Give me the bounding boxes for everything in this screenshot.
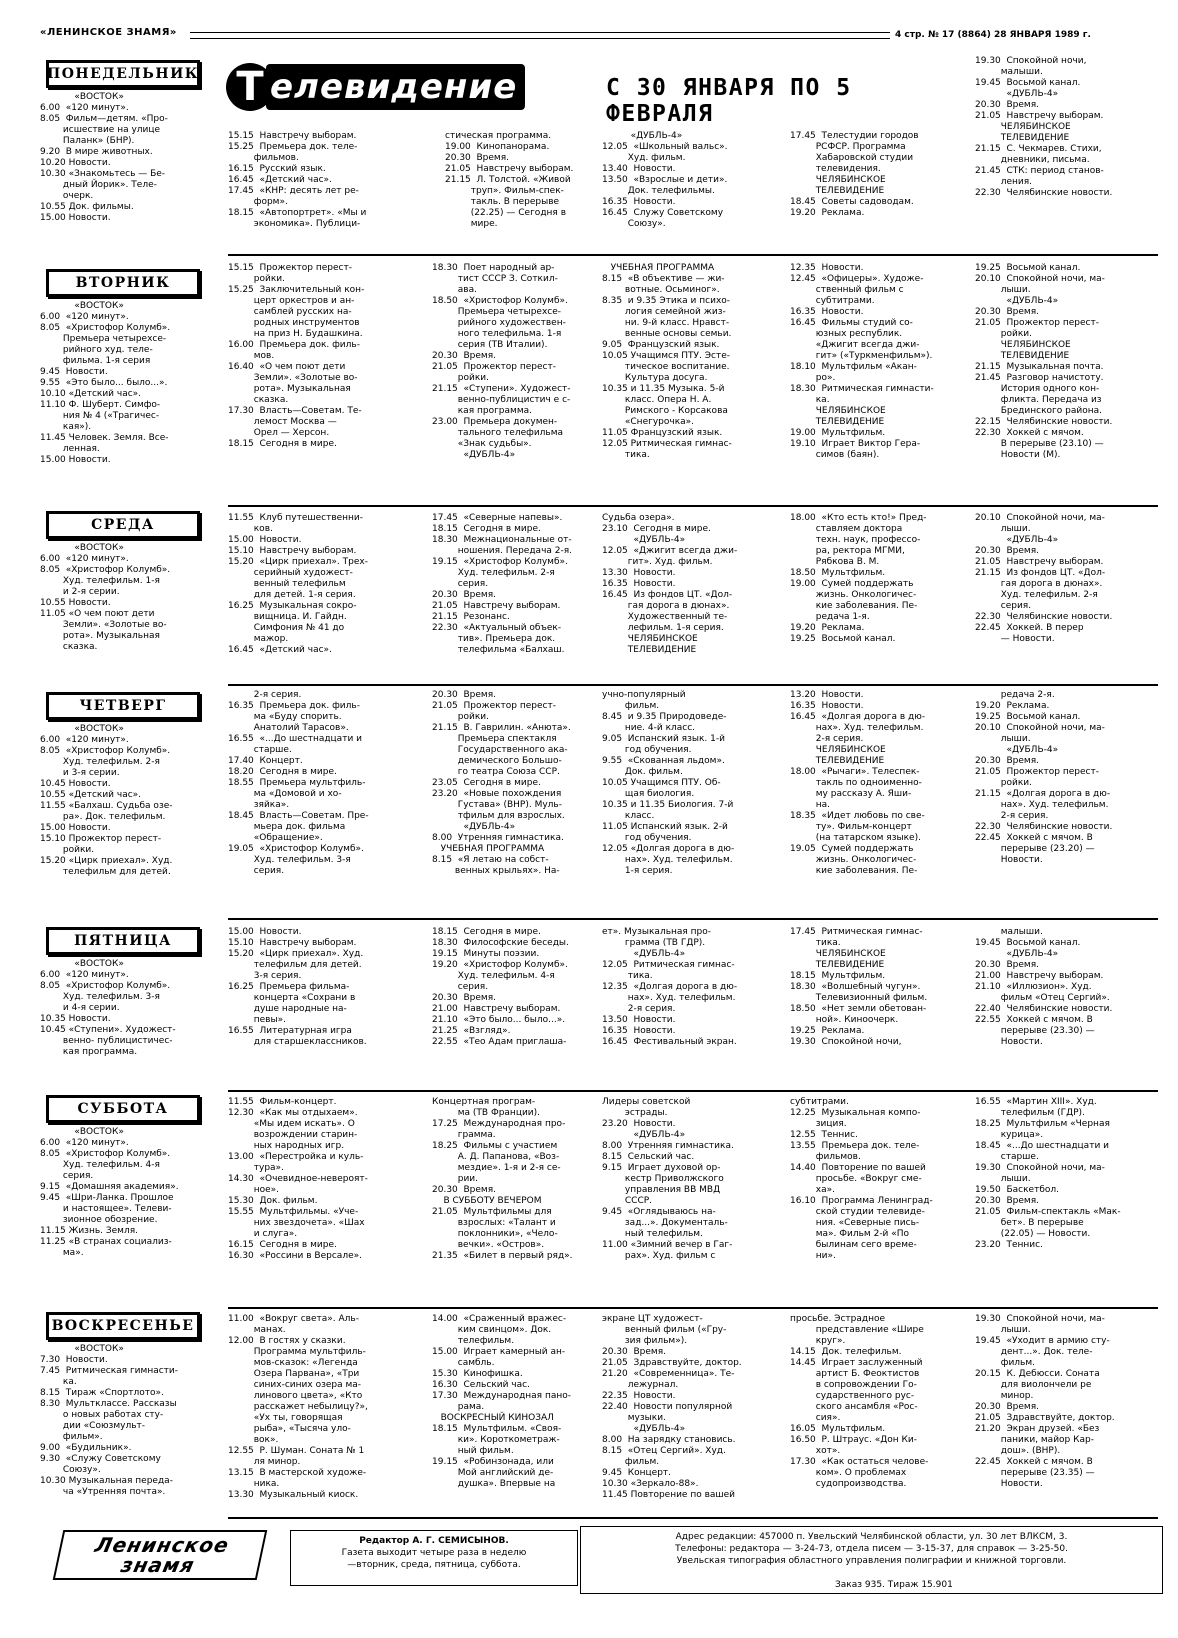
wednesday-col-5: 20.10 Спокойной ночи, ма- лыши. «ДУБЛЬ-4» 20.30 Время. 21.05 Навстречу выборам. 21.15 Из фондов ЦТ. «Дол- гая дорога в дюнах». Худ. телефильм. 2-я серия. 22.30 Челябинские новости. 22.45 Хоккей. В перер — Новости. xyxy=(975,513,1113,644)
logo-line-1: Ленинское xyxy=(92,1533,232,1557)
newspaper-logo xyxy=(53,1530,268,1580)
wednesday-col-2: 17.45 «Северные напевы». 18.15 Сегодня в мире. 18.30 Межнациональные от- ношения. Передача 2-я. 19.15 «Христофор Колумб». Худ. телефильм. 2-я серия. 20.30 Время. 21.05 Навстречу выборам. 21.15 Резонанс. 22.30 «Актуальный объек- тив». Премьера док. телефильма «Балхаш. xyxy=(432,513,573,655)
day-label-monday: ПОНЕДЕЛЬНИК xyxy=(46,60,200,88)
friday-col-2: 18.15 Сегодня в мире. 18.30 Философские беседы. 19.15 Минуты поэзии. 19.20 «Христофор Колумб». Худ. телефильм. 4-я серия. 20.30 Время. 21.00 Навстречу выборам. 21.10 «Это было... было...». 21.25 «Взгляд». 22.55 «Тео Адам приглаша- xyxy=(432,927,569,1047)
saturday-col-1: 11.55 Фильм-концерт. 12.30 «Как мы отдыхаем». «Мы идем искать». О возрождении старин- ных народных игр. 13.00 «Перестройка и куль- тура». 14.30 «Очевидное-невероят- ное». 15.30 Док. фильм. 15.55 Мультфильмы. «Уче- них звездочета». «Шах и слуга». 16.15 Сегодня в мире. 16.30 «Россини в Версале». xyxy=(228,1097,368,1261)
logo-word: елевидение xyxy=(266,64,525,110)
day-label-tuesday: ВТОРНИК xyxy=(46,269,200,297)
day-label-friday: ПЯТНИЦА xyxy=(46,927,200,955)
wednesday-col-3: Судьба озера». 23.10 Сегодня в мире. «ДУБЛЬ-4» 12.05 «Джигит всегда джи- гит». Худ. фильм. 13.30 Новости. 16.35 Новости. 16.45 Из фондов ЦТ. «Дол- гая дорога в дюнах». Художественный те- лефильм. 1-я серия. ЧЕЛЯБИНСКОЕ ТЕЛЕВИДЕНИЕ xyxy=(602,513,738,655)
day-label-saturday: СУББОТА xyxy=(46,1095,200,1123)
thursday-col-2: 20.30 Время. 21.05 Прожектор перест- ройки. 21.15 В. Гаврилин. «Анюта». Премьера спектакля Государственного ака- демического Большо- го театра Союза ССР. 23.05 Сегодня в мире. 23.20 «Новые похождения Густава» (ВНР). Муль- тфильм для взрослых. «ДУБЛЬ-4» 8.00 Утренняя гимнастика. УЧЕБНАЯ ПРОГРАММА 8.15 «Я летаю на собст- венных крыльях». На- xyxy=(432,690,571,876)
monday-col-2: стическая программа. 19.00 Кинопанорама. 20.30 Время. 21.05 Навстречу выборам. 21.15 Л. Толстой. «Живой труп». Фильм-спек- такль. В перерыве (22.25) — Сегодня в мире. xyxy=(445,131,574,229)
day-label-sunday: ВОСКРЕСЕНЬЕ xyxy=(46,1312,200,1340)
sunday-vostok: «ВОСТОК» 7.30 Новости. 7.45 Ритмическая гимнасти- ка. 8.15 Тираж «Спортлото». 8.30 Мультклассе. Рассказы о новых работах сту- дии «Союзмульт- фильм». 9.00 «Будильник». 9.30 «Служу Советскому Союзу». 10.30 Музыкальная переда- ча «Утренняя почта». xyxy=(40,1344,179,1497)
monday-col-3: «ДУБЛЬ-4» 12.05 «Школьный вальс». Худ. фильм. 13.40 Новости. 13.50 «Взрослые и дети». Док. телефильмы. 16.35 Новости. 16.45 Служу Советскому Союзу». xyxy=(602,131,728,229)
print-order: Заказ 935. Тираж 15.901 xyxy=(835,1580,953,1590)
top-right-schedule: 19.30 Спокойной ночи, малыши. 19.45 Восьмой канал. «ДУБЛЬ-4» 20.30 Время. 21.05 Навстречу выборам. ЧЕЛЯБИНСКОЕ ТЕЛЕВИДЕНИЕ 21.15 С. Чекмарев. Стихи, дневники, письма. 21.45 СТК: период станов- ления. 22.30 Челябинские новости. xyxy=(975,56,1113,198)
tuesday-col-5: 19.25 Восьмой канал. 20.10 Спокойной ночи, ма- лыши. «ДУБЛЬ-4» 20.30 Время. 21.05 Прожектор перест- ройки. ЧЕЛЯБИНСКОЕ ТЕЛЕВИДЕНИЕ 21.15 Музыкальная почта. 21.45 Разговор начистоту. История одного кон- фликта. Передача из Брединского района. 22.15 Челябинские новости. 22.30 Хоккей с мячом. В перерыве (23.10) — Новости (М). xyxy=(975,263,1113,460)
thursday-col-3: учно-популярный фильм. 8.45 и 9.35 Природоведе- ние. 4-й класс. 9.05 Испанский язык. 1-й год обучения. 9.55 «Скованная льдом». Док. фильм. 10.05 Учащимся ПТУ. Об- щая биология. 10.35 и 11.35 Биология. 7-й класс. 11.05 Испанский язык. 2-й год обучения. 12.05 «Долгая дорога в дю- нах». Худ. телефильм. 1-я серия. xyxy=(602,690,735,876)
friday-col-3: ет». Музыкальная про- грамма (ТВ ГДР). «ДУБЛЬ-4» 12.05 Ритмическая гимнас- тика. 12.35 «Долгая дорога в дю- нах». Худ. телефильм. 2-я серия. 13.50 Новости. 16.35 Новости. 16.45 Фестивальный экран. xyxy=(602,927,738,1047)
monday-col-1: 15.15 Навстречу выборам. 15.25 Премьера док. теле- фильмов. 16.15 Русский язык. 16.45 «Детский час». 17.45 «КНР: десять лет ре- форм». 18.15 «Автопортрет». «Мы и экономика». Публици- xyxy=(228,131,367,229)
editorial-address: Адрес редакции: 457000 п. Увельский Челябинской области, ул. 30 лет ВЛКСМ, 3. Телефоны: редактора — 3-24-73, отдела писем — 3-15-37, для справок — 3-25-50. Увельская типография областного управления полиграфии и книжной торговли. xyxy=(675,1532,1068,1566)
divider xyxy=(228,505,1158,507)
header-rule xyxy=(190,32,890,39)
thursday-col-1: 2-я серия. 16.35 Премьера док. филь- ма «Буду спорить. Анатолий Тарасов». 16.55 «...До шестнадцати и старше. 17.40 Концерт. 18.20 Сегодня в мире. 18.55 Премьера мультфиль- ма «Домовой и хо- зяйка». 18.45 Власть—Советам. Пре- мьера док. фильма «Обращение». 19.05 «Христофор Колумб». Худ. телефильм. 3-я серия. xyxy=(228,690,369,876)
thursday-col-4: 13.20 Новости. 16.35 Новости. 16.45 «Долгая дорога в дю- нах». Худ. телефильм. 2-я серия. ЧЕЛЯБИНСКОЕ ТЕЛЕВИДЕНИЕ 18.00 «Рычаги». Телеспек- такль по одноименно- му рассказу А. Яши- на. 18.35 «Идет любовь по све- ту». Фильм-концерт (на татарском языке). 19.05 Сумей поддержать жизнь. Онкологичес- кие заболевания. Пе- xyxy=(790,690,926,876)
wednesday-col-1: 11.55 Клуб путешественни- ков. 15.00 Новости. 15.10 Навстречу выборам. 15.20 «Цирк приехал». Трех- серийный художест- венный телефильм для детей. 1-я серия. 16.25 Музыкальная сокро- вищница. И. Гайдн. Симфония № 41 до мажор. 16.45 «Детский час». xyxy=(228,513,368,655)
issue-info: 4 стр. № 17 (8864) 28 ЯНВАРЯ 1989 г. xyxy=(895,30,1091,40)
saturday-col-5: 16.55 «Мартин XIII». Худ. телефильм (ГДР). 18.25 Мультфильм «Черная курица». 18.45 «...До шестнадцати и старше. 19.30 Спокойной ночи, ма- лыши. 19.50 Баскетбол. 20.30 Время. 21.05 Фильм-спектакль «Мак- бет». В перерыве (22.05) — Новости. 23.20 Теннис. xyxy=(975,1097,1121,1250)
thursday-vostok: «ВОСТОК» 6.00 «120 минут». 8.05 «Христофор Колумб». Худ. телефильм. 2-я и 3-я серии. 10.45 Новости. 10.55 «Детский час». 11.55 «Балхаш. Судьба озе- ра». Док. телефильм. 15.00 Новости. 15.10 Прожектор перест- ройки. 15.20 «Цирк приехал». Худ. телефильм для детей. xyxy=(40,724,173,877)
day-label-wednesday: СРЕДА xyxy=(46,511,200,539)
monday-vostok: «ВОСТОК» 6.00 «120 минут». 8.05 Фильм—детям. «Про- исшествие на улице Паланк» (БНР). 9.20 В мире животных. 10.20 Новости. 10.30 «Знакомьтесь — Бе- дный Йорик». Теле- очерк. 10.55 Док. фильмы. 15.00 Новости. xyxy=(40,92,168,223)
paper-name: «ЛЕНИНСКОЕ ЗНАМЯ» xyxy=(40,27,177,38)
saturday-col-4: субтитрами. 12.25 Музыкальная компо- зиция. 12.55 Теннис. 13.55 Премьера док. теле- фильмов. 14.40 Повторение по вашей просьбе. «Вокруг сме- ха». 16.10 Программа Ленинград- ской студии телевиде- ния. «Северные пись- ма». Фильм 2-й «По былинам сего време- ни». xyxy=(790,1097,933,1261)
saturday-col-2: Концертная програм- ма (ТВ Франции). 17.25 Международная про- грамма. 18.25 Фильмы с участием А. Д. Папанова, «Воз- мездие». 1-я и 2-я се- рии. 20.30 Время. В СУББОТУ ВЕЧЕРОМ 21.05 Мультфильмы для взрослых: «Талант и поклонники», «Чело- вечки». «Остров». 21.35 «Билет в первый ряд». xyxy=(432,1097,573,1261)
publication-schedule: Газета выходит четыре раза в неделю —вторник, среда, пятница, суббота. xyxy=(341,1548,527,1570)
friday-col-1: 15.00 Новости. 15.10 Навстречу выборам. 15.20 «Цирк приехал». Худ. телефильм для детей. 3-я серия. 16.25 Премьера фильма- концерта «Сохрани в душе народные на- певы». 16.55 Литературная игра для старшеклассников. xyxy=(228,927,367,1047)
monday-col-4: 17.45 Телестудии городов РСФСР. Программа Хабаровской студии телевидения. ЧЕЛЯБИНСКОЕ ТЕЛЕВИДЕНИЕ 18.45 Советы садоводам. 19.20 Реклама. xyxy=(790,131,919,218)
masthead xyxy=(226,63,941,127)
sunday-col-5: 19.30 Спокойной ночи, ма- лыши. 19.45 «Уходит в армию сту- дент...». Док. теле- фильм. 20.15 К. Дебюсси. Соната для виолончели ре минор. 20.30 Время. 21.05 Здравствуйте, доктор. 21.20 Экран друзей. «Без паники, майор Кар- дош». (ВНР). 22.45 Хоккей с мячом. В перерыве (23.35) — Новости. xyxy=(975,1314,1115,1489)
sunday-col-2: 14.00 «Сраженный вражес- ким свинцом». Док. телефильм. 15.00 Играет камерный ан- самбль. 15.30 Кинофишка. 16.30 Сельский час. 17.30 Международная пано- рама. ВОСКРЕСНЫЙ КИНОЗАЛ 18.15 Мультфильм. «Своя- ки». Короткометраж- ный фильм. 19.15 «Робинзонада, или Мой английский де- душка». Впервые на xyxy=(432,1314,571,1489)
editor-box xyxy=(290,1530,578,1586)
thursday-col-5: редача 2-я. 19.20 Реклама. 19.25 Восьмой канал. 20.10 Спокойной ночи, ма- лыши. «ДУБЛЬ-4» 20.30 Время. 21.05 Прожектор перест- ройки. 21.15 «Долгая дорога в дю- нах». Худ. телефильм. 2-я серия. 22.30 Челябинские новости. 22.45 Хоккей с мячом. В перерыве (23.20) — Новости. xyxy=(975,690,1113,865)
television-logo xyxy=(226,63,525,111)
week-dates: С 30 ЯНВАРЯ ПО 5 ФЕВРАЛЯ xyxy=(606,75,852,127)
tuesday-col-3: УЧЕБНАЯ ПРОГРАММА 8.15 «В объективе — жи- вотные. Осьминог». 8.35 и 9.35 Этика и психо- логия семейной жиз- ни. 9-й класс. Нравст- венные основы семьи. 9.05 Французский язык. 10.05 Учащимся ПТУ. Эсте- тическое воспитание. Культура досуга. 10.35 и 11.35 Музыка. 5-й класс. Опера Н. А. Римского - Корсакова «Снегурочка». 11.05 Французский язык. 12.05 Ритмическая гимнас- тика. xyxy=(602,263,732,460)
wednesday-col-4: 18.00 «Кто есть кто!» Пред- ставляем доктора техн. наук, профессо- ра, ректора МГМИ, Рябкова В. М. 18.50 Мультфильм. 19.00 Сумей поддержать жизнь. Онкологичес- кие заболевания. Пе- редача 1-я. 19.20 Реклама. 19.25 Восьмой канал. xyxy=(790,513,927,644)
divider xyxy=(228,1307,1158,1309)
wednesday-vostok: «ВОСТОК» 6.00 «120 минут». 8.05 «Христофор Колумб». Худ. телефильм. 1-я и 2-я серии. 10.55 Новости. 11.05 «О чем поют дети Земли». «Золотые во- рота». Музыкальная сказка. xyxy=(40,543,171,652)
tuesday-col-2: 18.30 Поет народный ар- тист СССР З. Соткил- ава. 18.50 «Христофор Колумб». Премьера четырехсе- рийного художествен- ного телефильма. 1-я серия (ТВ Италии). 20.30 Время. 21.05 Прожектор перест- ройки. 21.15 «Ступени». Художест- венно-публицистич е с- кая программа. 23.00 Премьера докумен- тального телефильма «Знак судьбы». «ДУБЛЬ-4» xyxy=(432,263,571,460)
friday-vostok: «ВОСТОК» 6.00 «120 минут». 8.05 «Христофор Колумб». Худ. телефильм. 3-я и 4-я серии. 10.35 Новости. 10.45 «Ступени». Художест- венно- публицистичес- кая программа. xyxy=(40,959,176,1057)
logo-line-2: знамя xyxy=(118,1553,197,1577)
saturday-vostok: «ВОСТОК» 6.00 «120 минут». 8.05 «Христофор Колумб». Худ. телефильм. 4-я серия. 9.15 «Домашняя академия». 9.45 «Шри-Ланка. Прошлое и настоящее». Телеви- зионное обозрение. 11.15 Жизнь. Земля. 11.25 «В странах социализ- ма». xyxy=(40,1127,179,1258)
day-label-thursday: ЧЕТВЕРГ xyxy=(46,692,200,720)
tuesday-col-4: 12.35 Новости. 12.45 «Офицеры». Художе- ственный фильм с субтитрами. 16.35 Новости. 16.45 Фильмы студий со- юзных республик. «Джигит всегда джи- гит» («Туркменфильм»). 18.10 Мультфильм «Акан- ро». 18.30 Ритмическая гимнасти- ка. ЧЕЛЯБИНСКОЕ ТЕЛЕВИДЕНИЕ 19.00 Мультфильм. 19.10 Играет Виктор Гера- симов (баян). xyxy=(790,263,934,460)
divider xyxy=(228,918,1158,920)
divider xyxy=(228,1517,1158,1519)
tuesday-col-1: 15.15 Прожектор перест- ройки. 15.25 Заключительный кон- церт оркестров и ан- самблей русских на- родных инструментов на приз Н. Будашкина. 16.00 Премьера док. филь- мов. 16.40 «О чем поют дети Земли». «Золотые во- рота». Музыкальная сказка. 17.30 Власть—Советам. Те- лемост Москва — Орел — Херсон. 18.15 Сегодня в мире. xyxy=(228,263,365,449)
sunday-col-3: экране ЦТ художест- венный фильм («Гру- зия фильм»). 20.30 Время. 21.05 Здравствуйте, доктор. 21.20 «Современница». Те- лежурнал. 22.35 Новости. 22.40 Новости популярной музыки. «ДУБЛЬ-4» 8.00 На зарядку становись. 8.15 «Отец Сергий». Худ. фильм. 9.45 Концерт. 10.30 «Зеркало-88». 11.45 Повторение по вашей xyxy=(602,1314,742,1500)
friday-col-5: малыши. 19.45 Восьмой канал. «ДУБЛЬ-4» 20.30 Время. 21.00 Навстречу выборам. 21.10 «Иллюзион». Худ. фильм «Отец Сергий». 22.40 Челябинские новости. 22.55 Хоккей с мячом. В перерыве (23.30) — Новости. xyxy=(975,927,1113,1047)
editor-name: Редактор А. Г. СЕМИСЫНОВ. xyxy=(359,1536,509,1546)
divider xyxy=(228,254,1158,256)
divider xyxy=(228,1090,1158,1092)
logo-letter: Т xyxy=(226,63,274,111)
tuesday-vostok: «ВОСТОК» 6.00 «120 минут». 8.05 «Христофор Колумб». Премьера четырехсе- рийного худ. теле- фильма. 1-я серия 9.45 Новости. 9.55 «Это было... было...». 10.10 «Детский час». 11.10 Ф. Шуберт. Симфо- ния № 4 («Трагичес- кая»). 11.45 Человек. Земля. Все- ленная. 15.00 Новости. xyxy=(40,301,171,465)
divider xyxy=(228,684,1158,686)
saturday-col-3: Лидеры советской эстрады. 23.20 Новости. «ДУБЛЬ-4» 8.00 Утренняя гимнастика. 8.15 Сельский час. 9.15 Играет духовой ор- кестр Приволжского управления ВВ МВД СССР. 9.45 «Оглядываюсь на- зад...». Документаль- ный телефильм. 11.00 «Зимний вечер в Гаг- рах». Худ. фильм с xyxy=(602,1097,734,1261)
friday-col-4: 17.45 Ритмическая гимнас- тика. ЧЕЛЯБИНСКОЕ ТЕЛЕВИДЕНИЕ 18.15 Мультфильм. 18.30 «Волшебный чугун». Телевизионный фильм. 18.50 «Нет земли обетован- ной». Киноочерк. 19.25 Реклама. 19.30 Спокойной ночи, xyxy=(790,927,928,1047)
sunday-col-4: просьбе. Эстрадное представление «Шире круг». 14.15 Док. телефильм. 14.45 Играет заслуженный артист Б. Феоктистов в сопровождении Го- сударственного рус- ского ансамбля «Рос- сия». 16.05 Мультфильм. 16.50 Р. Штраус. «Дон Ки- хот». 17.30 «Как остаться челове- ком». О проблемах судопроизводства. xyxy=(790,1314,929,1489)
sunday-col-1: 11.00 «Вокруг света». Аль- манах. 12.00 В гостях у сказки. Программа мультфиль- мов-сказок: «Легенда Озера Парвана», «Три синих-синих озера ма- линового цвета», «Кто расскажет небылицу?», «Ух ты, говорящая рыба», «Тысяча уло- вок». 12.55 Р. Шуман. Соната № 1 ля минор. 13.15 В мастерской художе- ника. 13.30 Музыкальный киоск. xyxy=(228,1314,368,1500)
